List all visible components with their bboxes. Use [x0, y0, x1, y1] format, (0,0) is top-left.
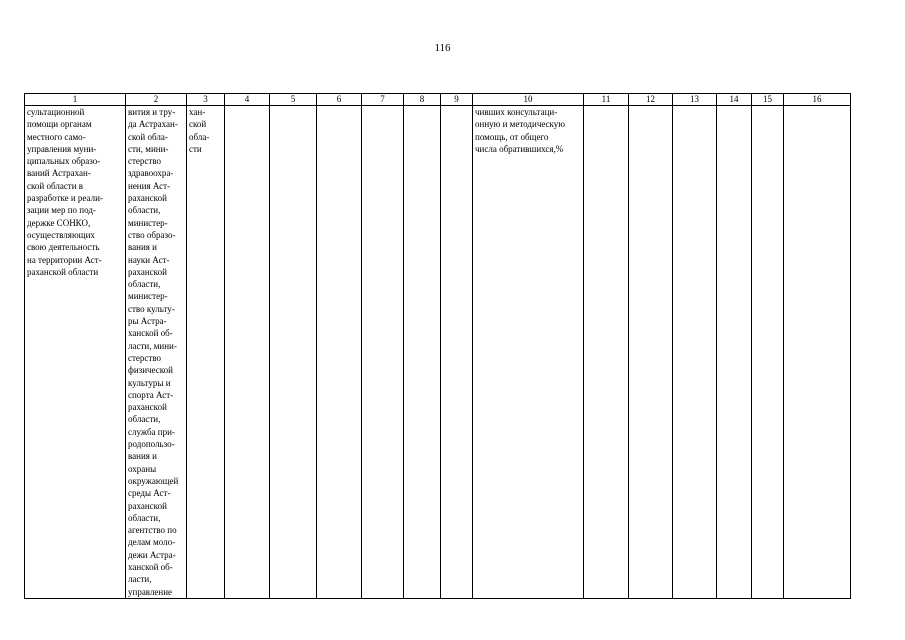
cell-column-8 — [404, 106, 441, 599]
cell-responsible-executors: вития и тру- да Астрахан- ской обла- сти, мини- стерство здравоохра- нения Аст- раханской области, министер- ство образо- вания и науки Аст- раханской области, министер- ство культу- ры Астра- ханской об- ласти, мини- стерство физической культуры и спорта Аст- раханской области, служба при- родопользо- вания и охраны окружающей среды Аст- раханской области, агентство по делам моло- дежи Астра- ханской об- ласти, управление — [126, 106, 187, 599]
column-header-4: 4 — [225, 94, 270, 106]
cell-column-9 — [441, 106, 473, 599]
cell-column-12 — [629, 106, 673, 599]
column-header-8: 8 — [404, 94, 441, 106]
header-row — [25, 94, 851, 106]
cell-column-13 — [673, 106, 717, 599]
column-header-5: 5 — [270, 94, 317, 106]
cell-column-6 — [317, 106, 362, 599]
column-header-15: 15 — [752, 94, 784, 106]
cell-column-4 — [225, 106, 270, 599]
column-header-14: 14 — [717, 94, 752, 106]
column-header-1: 1 — [25, 94, 126, 106]
table-row — [25, 106, 851, 599]
column-header-9: 9 — [441, 94, 473, 106]
cell-column-15 — [752, 106, 784, 599]
cell-column-5 — [270, 106, 317, 599]
column-header-16: 16 — [784, 94, 851, 106]
column-header-3: 3 — [187, 94, 225, 106]
cell-column-7 — [362, 106, 404, 599]
column-header-13: 13 — [673, 94, 717, 106]
cell-column-3: хан- ской обла- сти — [187, 106, 225, 599]
column-header-2: 2 — [126, 94, 187, 106]
cell-column-16 — [784, 106, 851, 599]
column-header-10: 10 — [473, 94, 584, 106]
column-header-7: 7 — [362, 94, 404, 106]
column-header-12: 12 — [629, 94, 673, 106]
column-header-11: 11 — [584, 94, 629, 106]
cell-measure-description: сультационной помощи органам местного само- управления муни- ципальных образо- ваний Астрахан- ской области в разработке и реали- зации мер по под- держке СОНКО, осуществляющих свою деятельность на территории Аст- раханской области — [25, 106, 126, 599]
cell-indicator: чивших консультаци- онную и методическую помощь, от общего числа обратившихся,% — [473, 106, 584, 599]
cell-column-14 — [717, 106, 752, 599]
cell-column-11 — [584, 106, 629, 599]
document-table — [24, 93, 851, 599]
page-number: 116 — [434, 42, 451, 54]
column-header-6: 6 — [317, 94, 362, 106]
